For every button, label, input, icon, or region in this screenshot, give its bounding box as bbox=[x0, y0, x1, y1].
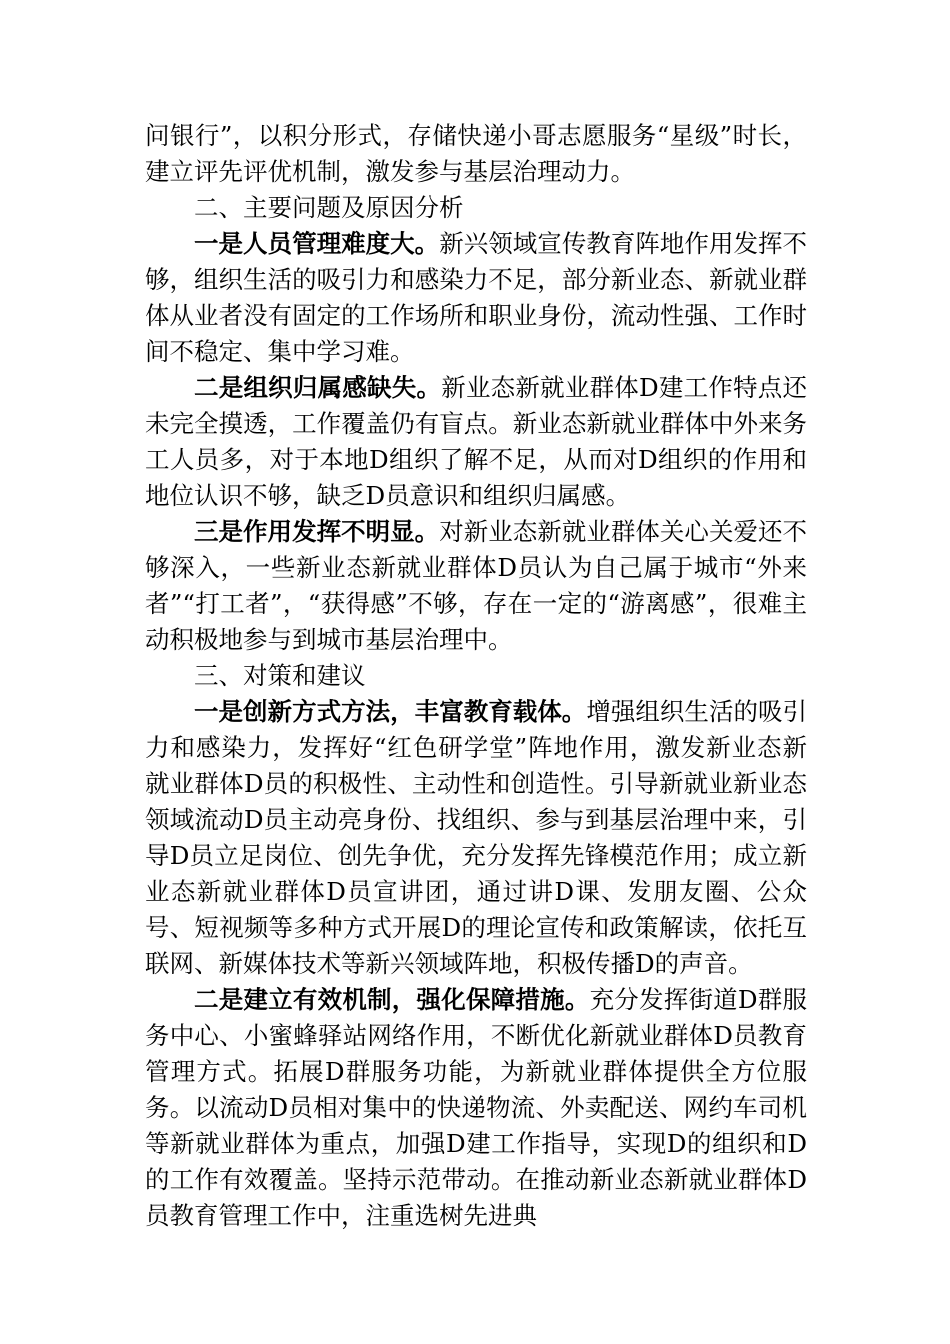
paragraph-role bbox=[145, 514, 807, 658]
document-page bbox=[145, 118, 807, 1234]
paragraph-continuation bbox=[145, 118, 807, 190]
paragraph-text: 对新业态新就业群体关心关爱还不够深入，一些新业态新就业群体D员认为自己属于城市“外来者”“打工者”，“获得感”不够，存在一定的“游离感”，很难主动积极地参与到城市基层治理中。 bbox=[145, 517, 808, 654]
paragraph-belonging bbox=[145, 370, 807, 514]
paragraph-text: 问银行”，以积分形式，存储快递小哥志愿服务“星级”时长，建立评先评优机制，激发参与基层治理动力。 bbox=[145, 121, 807, 186]
paragraph-lead: 二是组织归属感缺失。 bbox=[194, 373, 442, 402]
paragraph-text: 充分发挥街道D群服务中心、小蜜蜂驿站网络作用，不断优化新就业群体D员教育管理方式。拓展D群服务功能，为新就业群体提供全方位服务。以流动D员相对集中的快递物流、外卖配送、网约车司机等新就业群体为重点，加强D建工作指导，实现D的组织和D的工作有效覆盖。坚持示范带动。在推动新业态新就业群体D员教育管理工作中，注重选树先进典 bbox=[145, 985, 807, 1230]
paragraph-lead: 一是创新方式方法，丰富教育载体。 bbox=[194, 697, 587, 726]
paragraph-personnel-management bbox=[145, 226, 807, 370]
paragraph-text: 增强组织生活的吸引力和感染力，发挥好“红色研学堂”阵地作用，激发新业态新就业群体D员的积极性、主动性和创造性。引导新就业新业态领域流动D员主动亮身份、找组织、参与到基层治理中来，引导D员立足岗位、创先争优，充分发挥先锋模范作用；成立新业态新就业群体D员宣讲团，通过讲D课、发朋友圈、公众号、短视频等多种方式开展D的理论宣传和政策解读，依托互联网、新媒体技术等新兴领域阵地，积极传播D的声音。 bbox=[145, 697, 808, 978]
section-heading-problems bbox=[145, 190, 807, 226]
paragraph-lead: 一是人员管理难度大。 bbox=[194, 229, 440, 258]
section-heading-suggestions bbox=[145, 658, 807, 694]
paragraph-innovation bbox=[145, 694, 807, 982]
paragraph-mechanism bbox=[145, 982, 807, 1234]
paragraph-text: 新业态新就业群体D建工作特点还未完全摸透，工作覆盖仍有盲点。新业态新就业群体中外来务工人员多，对于本地D组织了解不足，从而对D组织的作用和地位认识不够，缺乏D员意识和组织归属感。 bbox=[145, 373, 807, 510]
paragraph-lead: 三是作用发挥不明显。 bbox=[194, 517, 440, 546]
heading-text: 三、对策和建议 bbox=[194, 661, 366, 690]
heading-text: 二、主要问题及原因分析 bbox=[194, 193, 464, 222]
paragraph-text: 新兴领域宣传教育阵地作用发挥不够，组织生活的吸引力和感染力不足，部分新业态、新就业群体从业者没有固定的工作场所和职业身份，流动性强、工作时间不稳定、集中学习难。 bbox=[145, 229, 808, 366]
paragraph-lead: 二是建立有效机制，强化保障措施。 bbox=[194, 985, 590, 1014]
